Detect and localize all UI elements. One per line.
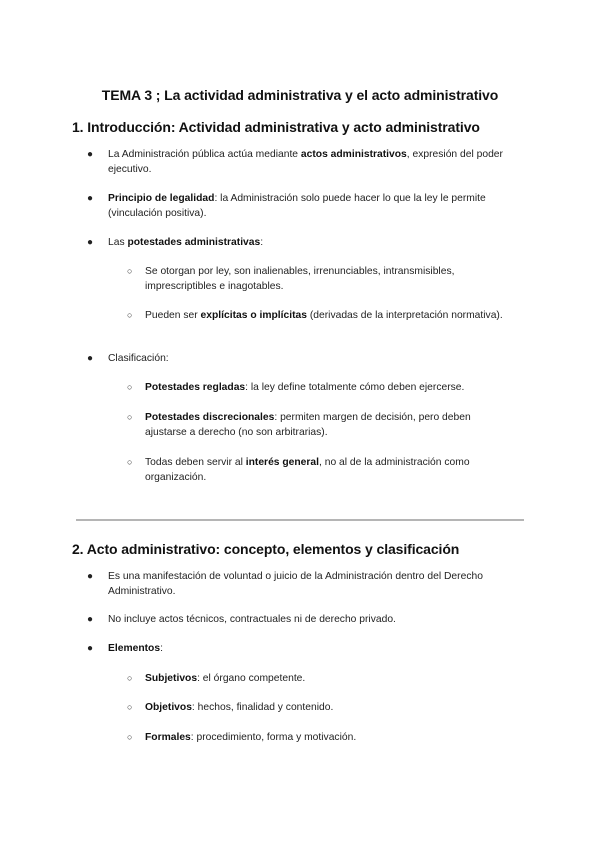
document-title: TEMA 3 ; La actividad administrativa y el acto administrativo xyxy=(101,87,499,103)
section-heading-introduccion: 1. Introducción: Actividad administrativa y acto administrativo xyxy=(72,119,480,135)
list-item: Elementos: xyxy=(108,643,163,654)
sub-list-item: Todas deben servir al interés general, no al de la administración como organización. xyxy=(145,457,470,483)
sub-list-item: Se otorgan por ley, son inalienables, irrenunciables, intransmisibles, imprescriptibles e inagotables. xyxy=(145,266,455,292)
bullet-icon: ● xyxy=(87,353,94,364)
sub-list-item: Formales: procedimiento, forma y motivación. xyxy=(145,732,357,743)
sub-bullet-icon: ○ xyxy=(127,382,133,392)
list-item: No incluye actos técnicos, contractuales ni de derecho privado. xyxy=(108,614,396,625)
sub-list-item: Potestades discrecionales: permiten margen de decisión, pero deben ajustarse a derecho (no son arbitrarias). xyxy=(145,412,471,438)
list-item: La Administración pública actúa mediante actos administrativos, expresión del poder ejecutivo. xyxy=(108,149,503,175)
bullet-icon: ● xyxy=(87,643,94,654)
section-divider xyxy=(76,519,524,521)
sub-bullet-icon: ○ xyxy=(127,310,133,320)
sub-bullet-icon: ○ xyxy=(127,457,133,467)
list-item: Es una manifestación de voluntad o juicio de la Administración dentro del Derecho Administrativo. xyxy=(108,571,483,597)
bullet-icon: ● xyxy=(87,614,94,625)
sub-bullet-icon: ○ xyxy=(127,702,133,712)
sub-list-item: Potestades regladas: la ley define totalmente cómo deben ejercerse. xyxy=(145,382,465,393)
list-item: Clasificación: xyxy=(108,353,169,364)
sub-bullet-icon: ○ xyxy=(127,412,133,422)
section-heading-acto-administrativo: 2. Acto administrativo: concepto, elementos y clasificación xyxy=(72,541,460,557)
bullet-icon: ● xyxy=(87,193,94,204)
sub-list-item: Pueden ser explícitas o implícitas (derivadas de la interpretación normativa). xyxy=(145,310,503,321)
list-item: Las potestades administrativas: xyxy=(108,237,264,248)
sub-bullet-icon: ○ xyxy=(127,732,133,742)
bullet-icon: ● xyxy=(87,571,94,582)
bullet-icon: ● xyxy=(87,237,94,248)
sub-list-item: Subjetivos: el órgano competente. xyxy=(145,673,306,684)
bullet-icon: ● xyxy=(87,149,94,160)
sub-bullet-icon: ○ xyxy=(127,673,133,683)
sub-list-item: Objetivos: hechos, finalidad y contenido. xyxy=(145,702,334,713)
sub-bullet-icon: ○ xyxy=(127,266,133,276)
list-item: Principio de legalidad: la Administración solo puede hacer lo que la ley le permite (vinculación positiva). xyxy=(108,193,486,219)
